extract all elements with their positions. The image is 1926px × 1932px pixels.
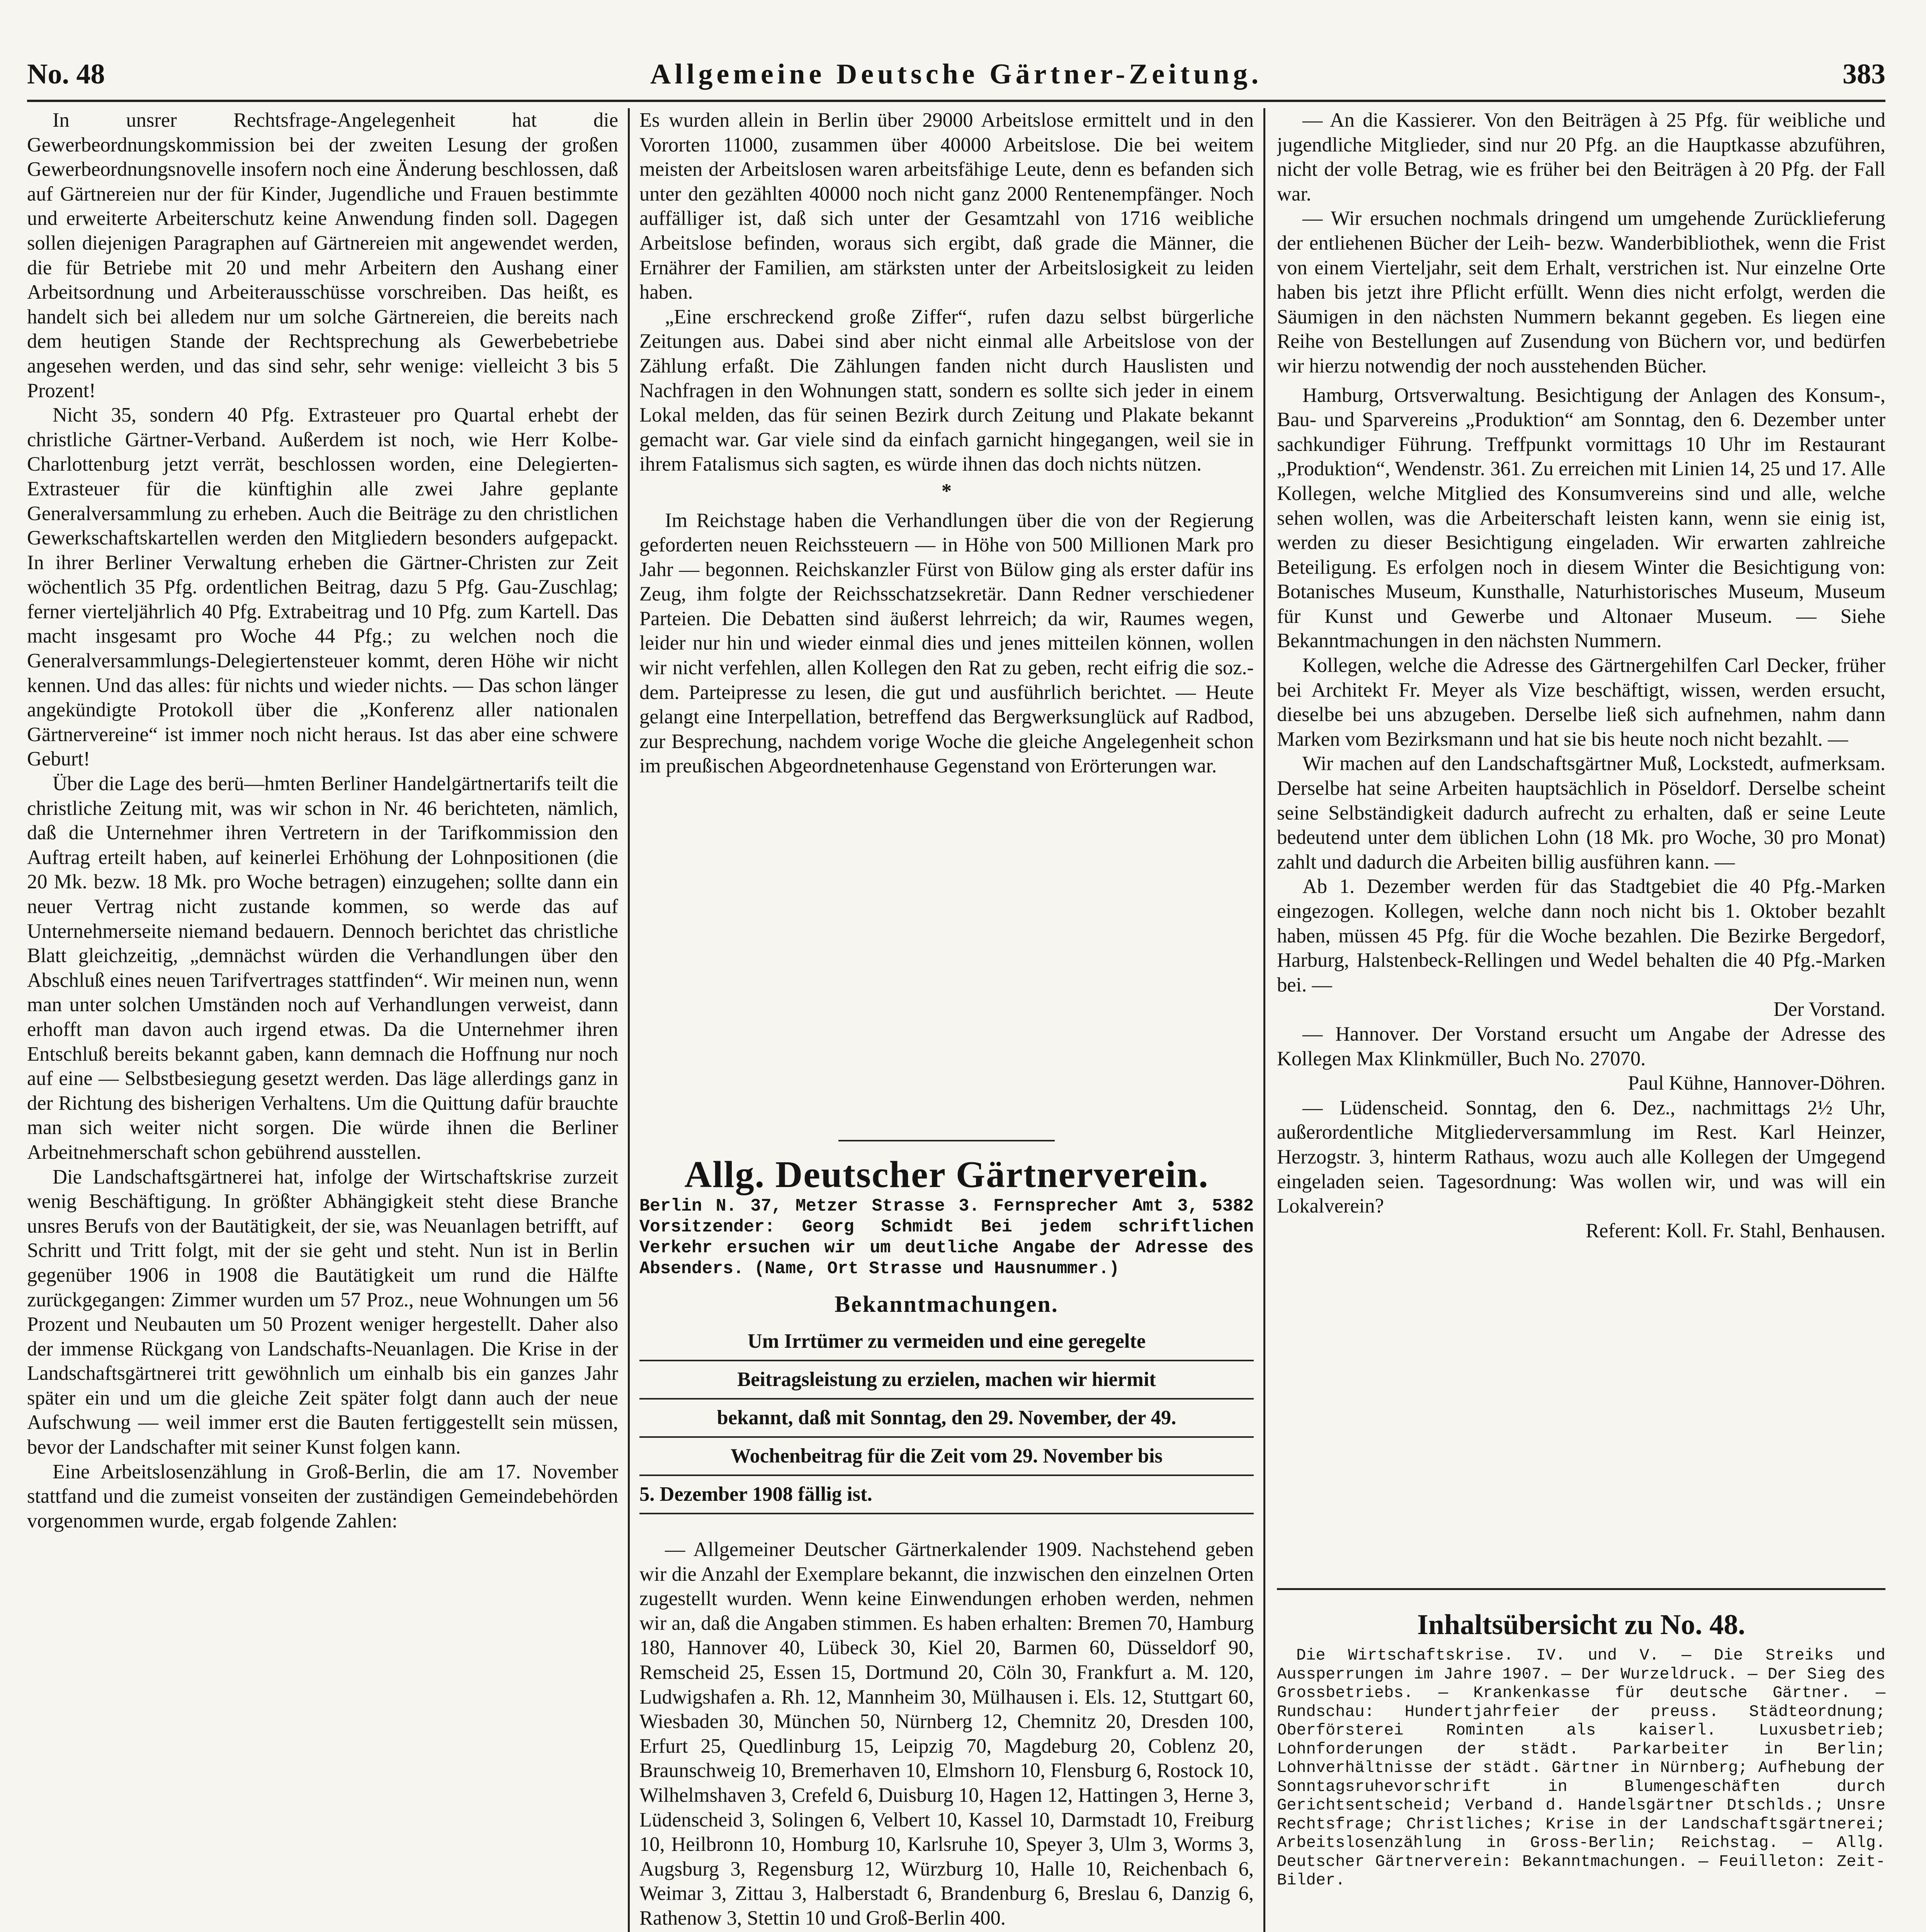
verein-section <box>639 1153 1254 1932</box>
verein-address: Berlin N. 37, Metzer Strasse 3. Fernsprecher Amt 3, 5382 Vorsitzender: Georg Schmidt Bei jedem schriftlichen Verkehr ersuchen wir um deutliche Angabe der Adresse des Absenders. (Name, Ort Strasse und Hausnummer.) <box>639 1196 1254 1279</box>
bek-line: 5. Dezember 1908 fällig ist. <box>639 1476 1254 1514</box>
newspaper-title: Allgemeine Deutsche Gärtner-Zeitung. <box>650 58 1263 90</box>
article-landschaftsgaertnerei: Die Landschaftsgärtnerei hat, infolge der Wirtschaftskrise zurzeit wenig Beschäftigung. In größter Abhängigkeit steht diese Branche unsres Berufs von der Bautätigkeit, der sie, was Neuanlagen betrifft, auf Schritt und Tritt folgt, mit der sie geht und steht. Nun ist in Berlin gegenüber 1906 in 1908 die Bautätigkeit um rund die Hälfte zurückgegangen: Zimmer wurden um 57 Proz., neue Wohnungen um 56 Prozent und Neubauten um 50 Prozent weniger hergestellt. Daher also der immense Rückgang von Landschafts-Neuanlagen. Die Krise in der Landschaftsgärtnerei tritt gewöhnlich um einhalb bis ein ganzes Jahr später ein und um die gleiche Zeit später folgt dann auch der neue Aufschwung — weil immer erst die Bauten fertiggestellt sein müssen, bevor der Landschafter mit seiner Kunst folgen kann. <box>27 1165 618 1459</box>
column-divider-2 <box>1263 108 1265 1932</box>
kalender-distribution: — Allgemeiner Deutscher Gärtnerkalender 1909. Nachstehend geben wir die Anzahl der Exemplare bekannt, die inzwischen den einzelnen Orten zugestellt wurden. Wenn keine Einwendungen erhoben werden, nehmen wir an, daß die Angaben stimmen. Es haben erhalten: Bremen 70, Hamburg 180, Hannover 40, Lübeck 30, Kiel 20, Barmen 60, Düsseldorf 90, Remscheid 25, Essen 15, Dortmund 20, Cöln 30, Frankfurt a. M. 120, Ludwigshafen a. Rh. 12, Mannheim 30, Mülhausen i. Els. 12, Stuttgart 60, Wiesbaden 30, München 50, Nürnberg 12, Chemnitz 20, Dresden 100, Erfurt 25, Quedlinburg 15, Leipzig 70, Magdeburg 20, Coblenz 20, Braunschweig 10, Bremerhaven 10, Elmshorn 10, Flensburg 6, Rostock 10, Wilhelmshaven 3, Crefeld 6, Duisburg 10, Hagen 12, Hattingen 3, Herne 3, Lüdenscheid 3, Solingen 6, Velbert 10, Kassel 10, Darmstadt 10, Freiburg 10, Heilbronn 10, Homburg 10, Karlsruhe 10, Speyer 3, Ulm 3, Worms 3, Augsburg 3, Regensburg 12, Würzburg 10, Halle 10, Reichenbach 6, Weimar 3, Zittau 3, Halberstadt 6, Brandenburg 6, Breslau 6, Danzig 6, Rathenow 3, Stettin 10 und Groß-Berlin 400. <box>639 1538 1254 1929</box>
newspaper-page <box>27 58 1885 1932</box>
article-extrasteuer: Nicht 35, sondern 40 Pfg. Extrasteuer pro Quartal erhebt der christliche Gärtner-Verband. Außerdem ist noch, wie Herr Kolbe-Charlottenburg jetzt verrät, beschlossen worden, eine Delegierten-Extrasteuer für die künftighin alle zwei Jahre geplante Generalversammlung zu erheben. Auch die Beiträge zu den christlichen Gewerkschaftskartellen werden den Mitgliedern besonders aufgepackt. In ihrer Berliner Verwaltung erheben die Gärtner-Christen zur Zeit wöchentlich 35 Pfg. ordentlichen Beitrag, dazu 5 Pfg. Gau-Zuschlag; ferner vierteljährlich 40 Pfg. Extrabeitrag und 10 Pfg. zum Kartell. Das macht insgesamt pro Woche 44 Pfg.; zu welchen noch die Generalversammlungs-Delegiertensteuer kommt, deren Höhe wir nicht kennen. Und das alles: für nichts und wieder nichts. — Das schon länger angekündigte Protokoll über die „Konferenz aller nationalen Gärtnervereine“ ist immer noch nicht heraus. Ist das aber eine schwere Geburt! <box>27 404 618 770</box>
separator-star: * <box>941 480 952 502</box>
bek-line: Wochenbeitrag für die Zeit vom 29. November bis <box>639 1438 1254 1476</box>
notice-kassierer: — An die Kassierer. Von den Beiträgen à 25 Pfg. für weibliche und jugendliche Mitglieder, sind nur 20 Pfg. an die Hauptkasse abzuführen, nicht der volle Betrag, wie es früher bei den Beiträgen à 20 Pfg. der Fall war. <box>1277 109 1885 205</box>
signature-kuehne: Paul Kühne, Hannover-Döhren. <box>1628 1072 1885 1095</box>
notice-hannover: — Hannover. Der Vorstand ersucht um Angabe der Adresse des Kollegen Max Klinkmüller, Buch No. 27070. <box>1277 1022 1885 1070</box>
article-handelsgaertnertarif: Über die Lage des berü—hmten Berliner Handelgärtnertarifs teilt die christliche Zeitung mit, was wir schon in Nr. 46 berichteten, nämlich, daß die Unternehmer ihren Vertretern in der Tarifkommission den Auftrag erteilt haben, auf keinerlei Erhöhung der Lohnpositionen (die 20 Mk. bezw. 18 Mk. pro Woche betragen) einzugehen; sollte dann ein neuer Vertrag nicht zustande kommen, so werde das auf Unternehmerseite niemand bedauern. Dennoch berichtet das christliche Blatt gleichzeitig, „demnächst würden die Verhandlungen über den Abschluß eines neuen Tarifvertrages stattfinden“. Wir meinen nun, wenn man unter solchen Umständen noch auf Verhandlungen verweist, dann erhofft man davon auch irgend etwas. Da die Unternehmer ihren Entschluß bereits bekannt gaben, kann demnach die Hoffnung nur noch auf eine — Selbstbesiegung gesetzt werden. Das läge allerdings ganz in der Richtung des bisherigen Verhaltens. Um die Quittung dafür brauchte man sich weiter nicht sorgen. Die würde ihnen die Berliner Arbeitnehmerschaft schon gebührend ausstellen. <box>27 772 618 1163</box>
bekanntmachung-box <box>639 1323 1254 1514</box>
notice-luedenscheid: — Lüdenscheid. Sonntag, den 6. Dez., nachmittags 2½ Uhr, außerordentliche Mitgliederversammlung im Rest. Karl Heinzer, Herzogstr. 3, hinterm Rathaus, wozu auch alle Kollegen der Umgegend eingeladen seien. Tagesordnung: Was wollen wir, und was will ein Lokalverein? <box>1277 1096 1885 1218</box>
notice-bibliothek: — Wir ersuchen nochmals dringend um umgehende Zurücklieferung der entliehenen Bücher der Leih- bezw. Wanderbibliothek, wenn die Frist von einem Vierteljahr, seit dem Erhalt, verstrichen ist. Nur einzelne Orte haben bis jetzt ihre Pflicht erfüllt. Wenn dies nicht erfolgt, werden die Säumigen in den nächsten Nummern bekannt gegeben. Es liegen eine Reihe von Bestellungen auf Zusendung von Büchern vor, und bedürfen wir hierzu notwendig der noch ausstehenden Bücher. <box>1277 207 1885 377</box>
toc-rule <box>1277 1588 1885 1590</box>
toc-title: Inhaltsübersicht zu No. 48. <box>1417 1609 1746 1641</box>
signature-vorstand: Der Vorstand. <box>1773 998 1885 1021</box>
article-arbeitslose-cont: Es wurden allein in Berlin über 29000 Arbeitslose ermittelt und in den Vororten 11000, zusammen über 40000 Arbeitslose. Die bei weitem meisten der Arbeitslosen waren arbeitsfähige Leute, denn es befanden sich unter den gezählten 40000 noch nicht ganz 2000 Rentenempfänger. Noch auffälliger ist, daß sich unter der Gesamtzahl von 1716 weibliche Arbeitslose befinden, woraus sich ergibt, daß grade die Männer, die Ernährer der Familien, am stärksten unter der Arbeitslosigkeit zu leiden haben. <box>639 109 1254 304</box>
article-ziffer: „Eine erschreckend große Ziffer“, rufen dazu selbst bürgerliche Zeitungen aus. Dabei sind aber nicht einmal alle Arbeitslose von der Zählung erfaßt. Die Zählungen fanden nicht durch Hauslisten und Nachfragen in den Wohnungen statt, sondern es sollte sich jeder in einem Lokal melden, das für seinen Bezirk durch Zeitung und Plakate bekannt gemacht war. Gar viele sind da einfach garnicht hingegangen, weil sie in ihrem Fatalismus sich sagten, es würde ihnen das doch nichts nützen. <box>639 305 1254 476</box>
bekanntmachungen-heading: Bekanntmachungen. <box>835 1291 1059 1317</box>
header-rule <box>27 100 1885 102</box>
bek-line: Um Irrtümer zu vermeiden und eine geregelte <box>639 1323 1254 1361</box>
notice-marken: Ab 1. Dezember werden für das Stadtgebiet die 40 Pfg.-Marken eingezogen. Kollegen, welche dann noch nicht bis 1. Oktober bezahlt haben, müssen 45 Pfg. für die Woche bezahlen. Die Bezirke Bergedorf, Harburg, Halstenbeck-Rellingen und Wedel behalten die 40 Pfg.-Marken bei. — <box>1277 875 1885 996</box>
bek-line: Beitragsleistung zu erzielen, machen wir hiermit <box>639 1361 1254 1400</box>
signature-referent: Referent: Koll. Fr. Stahl, Benhausen. <box>1586 1219 1885 1242</box>
kalender-notice <box>639 1537 1254 1932</box>
table-of-contents <box>1277 1607 1885 1932</box>
article-rechtsfrage: In unsrer Rechtsfrage-Angelegenheit hat die Gewerbeordnungskommission bei der zweiten Lesung der großen Gewerbeordnungsnovelle insofern noch eine Änderung beschlossen, daß auf Gärtnereien nur der für Kinder, Jugendliche und Frauen bestimmte und erweiterte Arbeiterschutz keine Anwendung finden soll. Dagegen sollen diejenigen Paragraphen auf Gärtnereien mit angewendet werden, die für Betriebe mit 20 und mehr Arbeitern den Aushang einer Arbeitsordnung und Arbeiterausschüsse vorschreiben. Das heißt, es handelt sich bei alledem nur um solche Gärtnereien, die bereits nach dem heutigen Stande der Rechtsprechung als Gewerbebetriebe angesehen werden, und das sind sehr, sehr wenige: vielleicht 3 bis 5 Prozent! <box>27 109 618 402</box>
notice-hamburg: Hamburg, Ortsverwaltung. Besichtigung der Anlagen des Konsum-, Bau- und Sparvereins „Produktion“ am Sonntag, den 6. Dezember unter sachkundiger Führung. Treffpunkt vormittags 10 Uhr im Restaurant „Produktion“, Wendenstr. 361. Zu erreichen mit Linien 14, 25 und 17. Alle Kollegen, welche Mitglied des Konsumvereins sind und alle, welche sehen wollen, was die Arbeiterschaft leisten kann, wenn sie einig ist, werden zu dieser Besichtigung eingeladen. Wir erwarten zahlreiche Beteiligung. Es erfolgen noch in diesem Winter die Besichtigung von: Botanisches Museum, Kunsthalle, Naturhistorisches Museum, Museum für Kunst und Gewerbe und Altonaer Museum. — Siehe Bekanntmachungen in den nächsten Nummern. <box>1277 384 1885 652</box>
notice-decker: Kollegen, welche die Adresse des Gärtnergehilfen Carl Decker, früher bei Architekt Fr. Meyer als Vize beschäftigt, wissen, werden ersucht, dieselbe bei uns abzugeben. Derselbe ließ sich aufnehmen, nahm dann Marken vom Bezirksmann und hat sie bis heute noch nicht bezahlt. — <box>1277 654 1885 750</box>
page-header <box>27 58 1885 97</box>
toc-text: Die Wirtschaftskrise. IV. und V. — Die Streiks und Aussperrungen im Jahre 1907. — Der Wurzeldruck. — Der Sieg des Grossbetriebs. — Krankenkasse für deutsche Gärtner. — Rundschau: Hundertjahrfeier der preuss. Städteordnung; Oberförsterei Rominten als kaiserl. Luxusbetrieb; Lohnforderungen der städt. Parkarbeiter in Berlin; Lohnverhältnisse der städt. Gärtner in Nürnberg; Aufhebung der Sonntagsruhevorschrift in Blumengeschäften durch Gerichtsentscheid; Verband d. Handelsgärtner Dtschlds.; Unsre Rechtsfrage; Christliches; Krise in der Landschaftsgärtnerei; Arbeitslosenzählung in Gross-Berlin; Reichstag. — Allg. Deutscher Gärtnerverein: Bekanntmachungen. — Feuilleton: Zeit-Bilder. <box>1277 1646 1885 1889</box>
column-divider-1 <box>628 108 630 1932</box>
notice-muss: Wir machen auf den Landschaftsgärtner Muß, Lockstedt, aufmerksam. Derselbe hat seine Arbeiten hauptsächlich in Pöseldorf. Derselbe scheint seine Selbständigkeit dadurch aufrecht zu erhalten, daß er seine Leute bedeutend unter dem üblichen Lohn (18 Mk. pro Woche, 30 pro Monat) zahlt und dadurch die Arbeiten billig ausführen kann. — <box>1277 752 1885 873</box>
column-3 <box>1277 108 1885 1577</box>
column-2-top <box>639 108 1254 1151</box>
article-arbeitslosenzaehlung: Eine Arbeitslosenzählung in Groß-Berlin, die am 17. November stattfand und die zumeist vonseiten der zuständigen Gemeindebehörden vorgenommen wurde, ergab folgende Zahlen: <box>27 1460 618 1532</box>
column-1 <box>27 108 618 1932</box>
bek-line: bekannt, daß mit Sonntag, den 29. November, der 49. <box>639 1400 1254 1438</box>
verein-title: Allg. Deutscher Gärtnerverein. <box>684 1154 1209 1196</box>
kalender-remaining <box>639 1931 1254 1932</box>
page-number: 383 <box>1843 58 1885 90</box>
issue-number: No. 48 <box>27 58 105 90</box>
article-reichstag: Im Reichstage haben die Verhandlungen über die von der Regierung geforderten neuen Reichssteuern — in Höhe von 500 Millionen Mark pro Jahr — begonnen. Reichskanzler Fürst von Bülow ging als erster dafür ins Zeug, ihm folgte der Reichsschatzsekretär. Dann Redner verschiedener Parteien. Die Debatten sind äußerst lehrreich; da wir, Raumes wegen, leider nur hin und wieder einmal dies und jenes mitteilen können, wollen wir nicht verfehlen, allen Kollegen den Rat zu geben, recht eifrig die soz.-dem. Parteipresse zu lesen, die gut und ausführlich berichtet. — Heute gelangt eine Interpellation, betreffend das Bergwerksunglück auf Radbod, zur Besprechung, nachdem vorige Woche die gleiche Angelegenheit schon im preußischen Abgeordnetenhause Gegenstand von Erörterungen war. <box>639 509 1254 777</box>
section-rule <box>838 1140 1055 1141</box>
